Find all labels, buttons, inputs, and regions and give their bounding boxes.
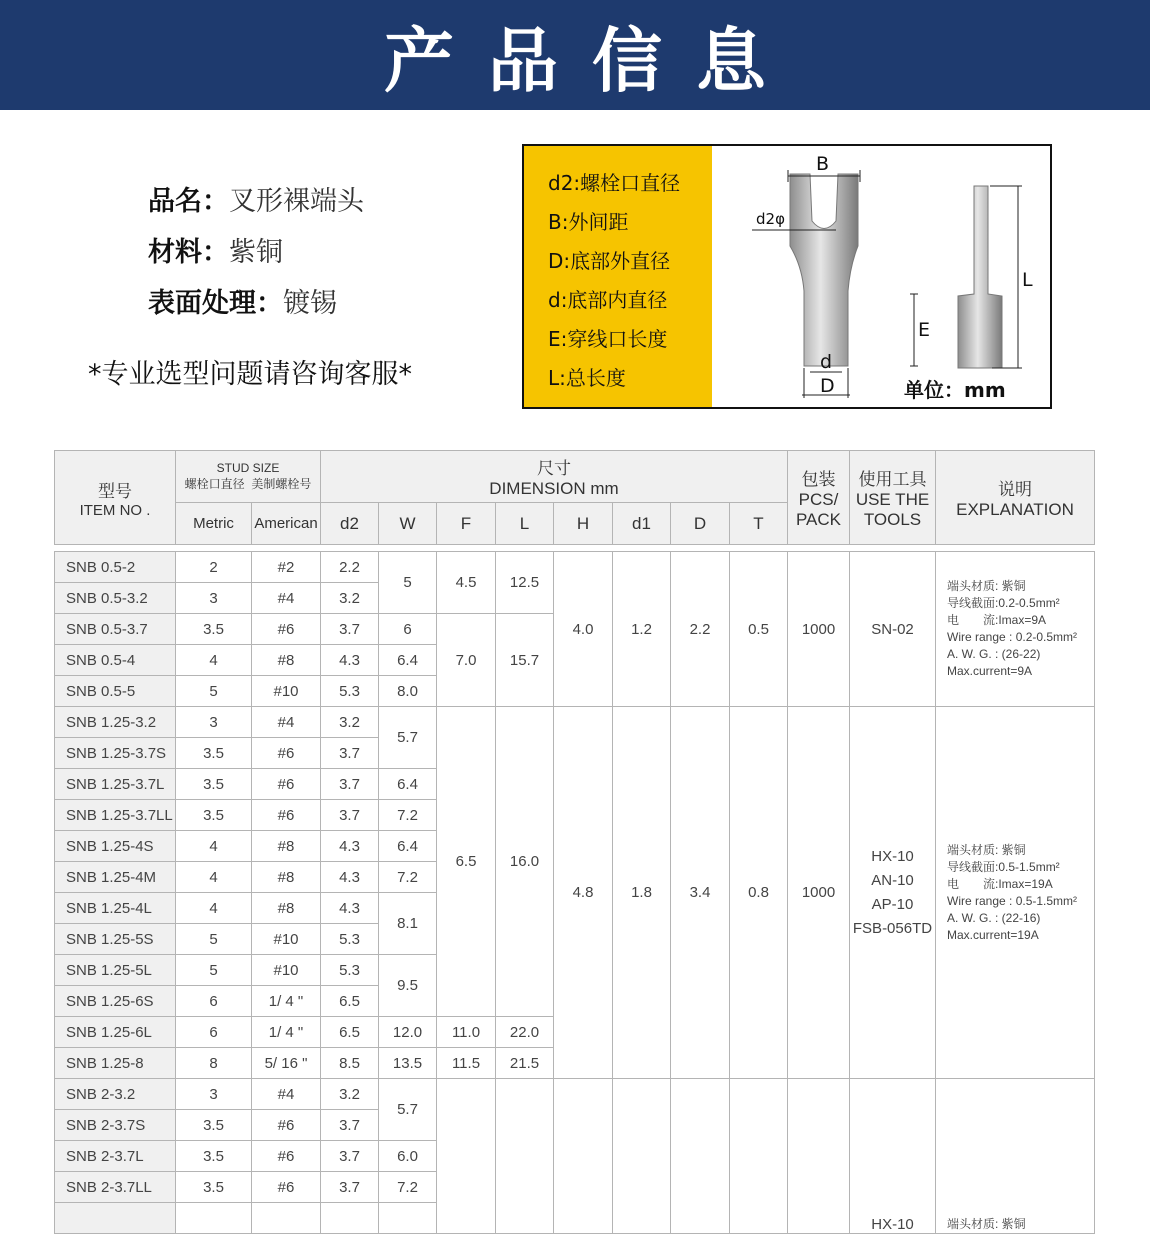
legend-item: L:总长度: [548, 366, 626, 390]
label-E: E: [918, 319, 931, 341]
cell-d2: 3.2: [321, 707, 379, 738]
cell-d2: 3.2: [321, 583, 379, 614]
header-h: H: [554, 503, 613, 545]
cell-american: #10: [252, 924, 321, 955]
legend-item: d:底部内直径: [548, 288, 668, 312]
cell-d1: 1.8: [613, 707, 671, 1079]
header-text: PCS/: [798, 490, 839, 509]
cell-d2: 6.5: [321, 986, 379, 1017]
cell-model: SNB 0.5-5: [55, 676, 176, 707]
cell-metric: 4: [176, 893, 252, 924]
cell-d2: 5.3: [321, 676, 379, 707]
cell-d2: 6.5: [321, 1017, 379, 1048]
cell-model: SNB 0.5-3.2: [55, 583, 176, 614]
cell-american: #2: [252, 552, 321, 583]
cell-D: 3.4: [671, 707, 730, 1079]
cell-model: SNB 0.5-4: [55, 645, 176, 676]
cell-d2: 5.3: [321, 955, 379, 986]
table-row: [55, 707, 1095, 738]
header-f: F: [437, 503, 496, 545]
cell-d2: 3.2: [321, 1079, 379, 1110]
cell-american: #10: [252, 676, 321, 707]
cell-w: 12.0: [379, 1017, 437, 1048]
cell-d1: 1.2: [613, 552, 671, 707]
spec-table: [54, 450, 1095, 1234]
cell-D: [671, 1079, 730, 1234]
info-value: 镀锡: [283, 288, 337, 319]
cell-model: SNB 1.25-5S: [55, 924, 176, 955]
header-american: American: [252, 503, 321, 545]
table-row: [55, 1079, 1095, 1110]
cell-metric: 3.5: [176, 800, 252, 831]
cell-pack: [788, 1079, 850, 1234]
cell-metric: 3: [176, 583, 252, 614]
cell-american: #8: [252, 893, 321, 924]
cell-american: #6: [252, 1172, 321, 1203]
cell-model: SNB 0.5-3.7: [55, 614, 176, 645]
tool-name: HX-10: [871, 1216, 914, 1233]
cell-metric: 5: [176, 676, 252, 707]
cell-d2: 3.7: [321, 1110, 379, 1141]
cell-explanation: [936, 707, 1095, 1079]
cell-w: 6.4: [379, 831, 437, 862]
cell-f: [437, 1079, 496, 1234]
header-t: T: [730, 503, 788, 545]
cell-metric: 4: [176, 831, 252, 862]
cell-metric: 3.5: [176, 1141, 252, 1172]
expl-line: A. W. G. : (26-22): [947, 647, 1041, 661]
cell-american: #8: [252, 862, 321, 893]
cell-w: 5.7: [379, 1079, 437, 1141]
cell-metric: 3.5: [176, 769, 252, 800]
header-l: L: [496, 503, 554, 545]
cell-f: 4.5: [437, 552, 496, 614]
cell-american: 1/ 4 ": [252, 1017, 321, 1048]
cell-metric: 3.5: [176, 1110, 252, 1141]
cell-metric: 3.5: [176, 738, 252, 769]
info-key: 材料：: [148, 237, 229, 268]
header-text: 型号: [98, 481, 132, 501]
expl-line: 端头材质: 紫铜: [947, 842, 1026, 857]
cell-w: 7.2: [379, 1172, 437, 1203]
cell-model: SNB 1.25-6S: [55, 986, 176, 1017]
info-key: 表面处理：: [148, 288, 283, 319]
label-L: L: [1022, 269, 1033, 291]
cell-w: 5: [379, 552, 437, 614]
header-explanation: [936, 451, 1095, 545]
cell-model: SNB 1.25-3.2: [55, 707, 176, 738]
cell-l: 21.5: [496, 1048, 554, 1079]
info-value: 叉形裸端头: [229, 186, 364, 217]
header-text: 使用工具: [858, 470, 927, 489]
expl-line: 电 流:Imax=19A: [947, 876, 1053, 891]
service-note: *专业选型问题请咨询客服*: [88, 359, 412, 390]
cell-w: 6: [379, 614, 437, 645]
cell-metric: 5: [176, 955, 252, 986]
cell-d2: 4.3: [321, 645, 379, 676]
header-text: 尺寸: [537, 459, 571, 478]
legend-item: B:外间距: [548, 210, 629, 234]
header-D: D: [671, 503, 730, 545]
spec-box: [522, 144, 1052, 409]
cell-metric: 4: [176, 862, 252, 893]
cell-metric: [176, 1203, 252, 1234]
cell-d2: 4.3: [321, 831, 379, 862]
fork-terminal-front: [790, 174, 858, 366]
table-row: [55, 552, 1095, 583]
cell-american: #6: [252, 800, 321, 831]
cell-metric: 6: [176, 986, 252, 1017]
cell-model: SNB 1.25-4L: [55, 893, 176, 924]
cell-american: 5/ 16 ": [252, 1048, 321, 1079]
header-stud: [176, 451, 321, 503]
header-text: USE THE: [855, 490, 930, 509]
cell-f: 11.5: [437, 1048, 496, 1079]
tool-name: FSB-056TD: [852, 919, 933, 937]
cell-l: 16.0: [496, 707, 554, 1017]
expl-line: Wire range : 0.5-1.5mm²: [947, 893, 1078, 908]
cell-tools: SN-02: [850, 552, 936, 707]
expl-line: A. W. G. : (22-16): [947, 910, 1041, 925]
title-banner: [0, 0, 1150, 110]
cell-american: #6: [252, 614, 321, 645]
expl-line: 电 流:Imax=9A: [947, 613, 1047, 627]
terminal-diagram: [712, 146, 1050, 407]
header-text: 美制螺栓号: [251, 477, 312, 491]
cell-model: SNB 1.25-3.7L: [55, 769, 176, 800]
cell-model: SNB 1.25-6L: [55, 1017, 176, 1048]
cell-metric: 3.5: [176, 614, 252, 645]
cell-model: SNB 0.5-2: [55, 552, 176, 583]
cell-d2: 3.7: [321, 769, 379, 800]
cell-american: #4: [252, 1079, 321, 1110]
cell-w: 5.7: [379, 707, 437, 769]
cell-w: 6.4: [379, 645, 437, 676]
table-gap: [55, 545, 1095, 552]
cell-metric: 3: [176, 707, 252, 738]
cell-model: SNB 1.25-3.7S: [55, 738, 176, 769]
header-w: W: [379, 503, 437, 545]
cell-model: SNB 2-3.7S: [55, 1110, 176, 1141]
expl-line: 导线截面:0.5-1.5mm²: [947, 859, 1060, 874]
cell-d2: 2.2: [321, 552, 379, 583]
header-text: DIMENSION mm: [489, 479, 619, 498]
header-text: ITEM NO .: [79, 501, 151, 519]
cell-w: [379, 1203, 437, 1234]
cell-d2: 3.7: [321, 614, 379, 645]
legend-item: E:穿线口长度: [548, 327, 668, 351]
unit-label: 单位：mm: [904, 378, 1006, 402]
tool-name: HX-10: [871, 847, 914, 865]
expl-line: 端头材质: 紫铜: [947, 1217, 1026, 1231]
cell-american: #6: [252, 769, 321, 800]
cell-d2: 3.7: [321, 738, 379, 769]
header-text: TOOLS: [863, 510, 922, 529]
cell-d2: 3.7: [321, 800, 379, 831]
cell-pack: 1000: [788, 707, 850, 1079]
legend-item: d2:螺栓口直径: [548, 171, 681, 195]
cell-model: [55, 1203, 176, 1234]
cell-metric: 8: [176, 1048, 252, 1079]
cell-t: [730, 1079, 788, 1234]
cell-model: SNB 1.25-5L: [55, 955, 176, 986]
cell-D: 2.2: [671, 552, 730, 707]
cell-american: #6: [252, 1110, 321, 1141]
cell-d2: 4.3: [321, 862, 379, 893]
cell-metric: 5: [176, 924, 252, 955]
cell-w: 13.5: [379, 1048, 437, 1079]
cell-american: #6: [252, 738, 321, 769]
header-d1: d1: [613, 503, 671, 545]
cell-explanation: [936, 1079, 1095, 1234]
cell-l: 15.7: [496, 614, 554, 707]
expl-line: Max.current=19A: [947, 927, 1039, 942]
cell-w: 6.4: [379, 769, 437, 800]
label-d2: d2φ: [756, 210, 785, 228]
cell-d2: 4.3: [321, 893, 379, 924]
tool-name: AN-10: [871, 871, 914, 889]
cell-w: 8.1: [379, 893, 437, 955]
cell-explanation: [936, 552, 1095, 707]
header-dimension: [321, 451, 788, 503]
cell-d2: 8.5: [321, 1048, 379, 1079]
cell-t: 0.5: [730, 552, 788, 707]
cell-l: [496, 1079, 554, 1234]
cell-f: 6.5: [437, 707, 496, 1017]
cell-model: SNB 1.25-3.7LL: [55, 800, 176, 831]
product-info: [148, 176, 364, 329]
info-row-surface: [148, 278, 364, 329]
expl-line: Max.current=9A: [947, 664, 1033, 678]
header-model: [55, 451, 176, 545]
cell-american: #8: [252, 645, 321, 676]
cell-w: 6.0: [379, 1141, 437, 1172]
cell-d2: [321, 1203, 379, 1234]
cell-tools: [850, 707, 936, 1079]
cell-model: SNB 2-3.2: [55, 1079, 176, 1110]
cell-metric: 6: [176, 1017, 252, 1048]
expl-line: 导线截面:0.2-0.5mm²: [947, 596, 1060, 610]
fork-terminal-side: [958, 186, 1002, 368]
cell-american: #4: [252, 583, 321, 614]
header-pack: [788, 451, 850, 545]
cell-pack: 1000: [788, 552, 850, 707]
info-value: 紫铜: [229, 237, 283, 268]
header-text: 说明: [998, 480, 1032, 499]
cell-american: #10: [252, 955, 321, 986]
cell-d2: 5.3: [321, 924, 379, 955]
cell-model: SNB 1.25-4S: [55, 831, 176, 862]
cell-t: 0.8: [730, 707, 788, 1079]
cell-h: 4.8: [554, 707, 613, 1079]
info-key: 品名：: [148, 186, 229, 217]
label-B: B: [816, 153, 830, 175]
cell-metric: 3: [176, 1079, 252, 1110]
cell-f: 11.0: [437, 1017, 496, 1048]
expl-line: 端头材质: 紫铜: [947, 579, 1026, 593]
header-d2: d2: [321, 503, 379, 545]
cell-w: 7.2: [379, 862, 437, 893]
cell-w: 9.5: [379, 955, 437, 1017]
info-row-name: [148, 176, 364, 227]
cell-model: SNB 2-3.7L: [55, 1141, 176, 1172]
header-text: 螺栓口直径: [184, 477, 245, 491]
cell-l: 22.0: [496, 1017, 554, 1048]
header-text: 包装: [801, 470, 836, 489]
tool-name: AP-10: [871, 895, 914, 913]
legend-item: D:底部外直径: [548, 249, 671, 273]
header-text: PACK: [795, 510, 842, 529]
header-tools: [850, 451, 936, 545]
header-text: EXPLANATION: [956, 500, 1074, 519]
header-text: STUD SIZE: [216, 461, 280, 475]
cell-american: #8: [252, 831, 321, 862]
cell-d2: 3.7: [321, 1141, 379, 1172]
expl-line: Wire range : 0.2-0.5mm²: [947, 630, 1078, 644]
label-D: D: [820, 375, 835, 397]
cell-metric: 3.5: [176, 1172, 252, 1203]
page-title: 产品信息: [384, 19, 800, 102]
cell-model: SNB 1.25-8: [55, 1048, 176, 1079]
dimension-legend: [524, 146, 712, 407]
cell-w: 7.2: [379, 800, 437, 831]
cell-tools: [850, 1079, 936, 1234]
cell-metric: 4: [176, 645, 252, 676]
cell-f: 7.0: [437, 614, 496, 707]
cell-d2: 3.7: [321, 1172, 379, 1203]
cell-metric: 2: [176, 552, 252, 583]
cell-h: 4.0: [554, 552, 613, 707]
cell-w: 8.0: [379, 676, 437, 707]
cell-american: [252, 1203, 321, 1234]
cell-d1: [613, 1079, 671, 1234]
cell-american: #4: [252, 707, 321, 738]
header-metric: Metric: [176, 503, 252, 545]
info-row-material: [148, 227, 364, 278]
cell-american: #6: [252, 1141, 321, 1172]
cell-american: 1/ 4 ": [252, 986, 321, 1017]
label-d: d: [820, 351, 833, 373]
cell-l: 12.5: [496, 552, 554, 614]
cell-h: [554, 1079, 613, 1234]
cell-model: SNB 1.25-4M: [55, 862, 176, 893]
cell-model: SNB 2-3.7LL: [55, 1172, 176, 1203]
